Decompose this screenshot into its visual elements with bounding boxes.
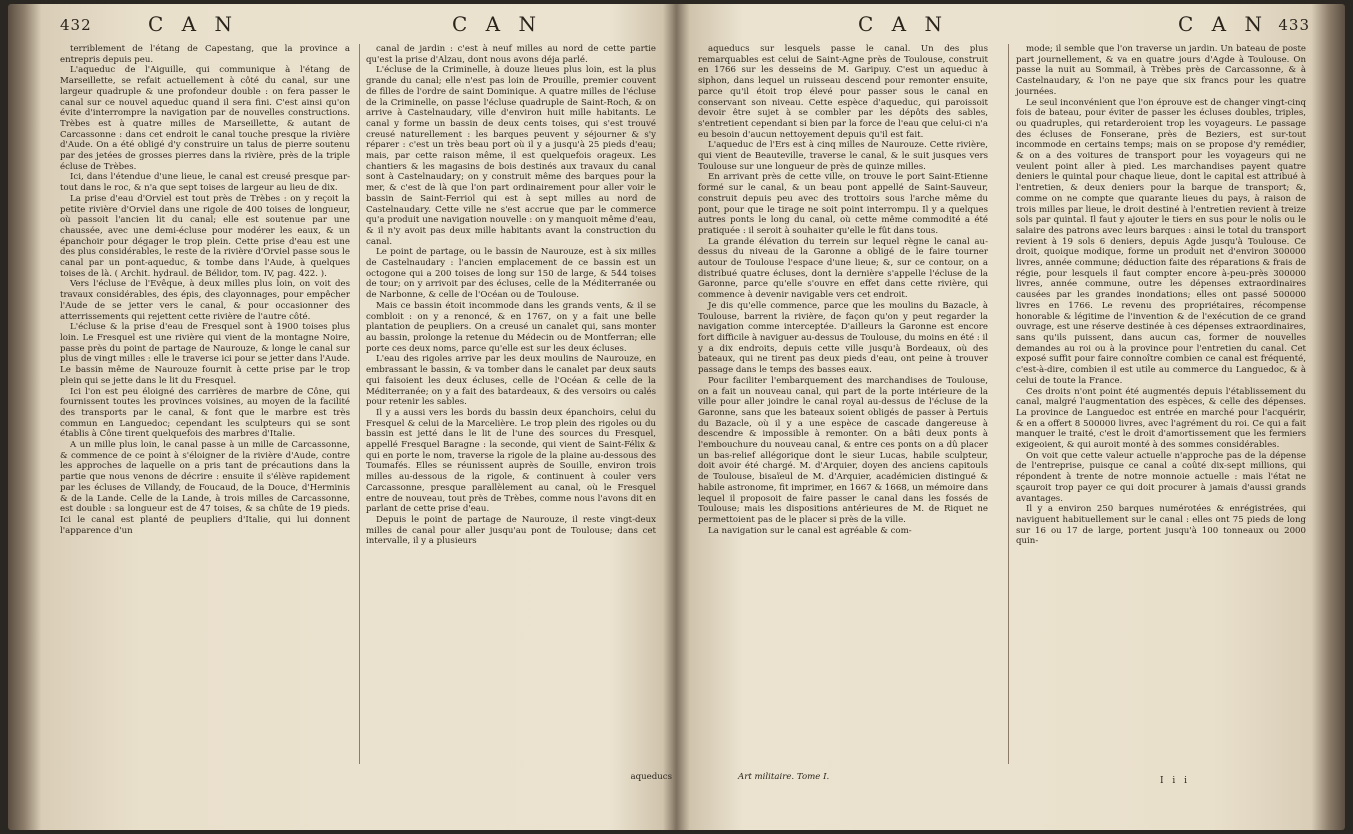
paragraph: L'écluse & la prise d'eau de Fresquel sont à 1900 toises plus loin. Le Fresquel est une rivière qui vient de la montagne Noire, passe près du point de partage de Naurouze, & longe le canal sur plus de vingt milles : elle le traverse ici pour se jetter dans l'Aude. Le bassin même de Naurouze fournit à cette prise par le trop plein qui se jette dans le lit du Fresquel. <box>60 322 350 386</box>
paragraph: La navigation sur le canal est agréable & com- <box>708 525 912 536</box>
paragraph: Ici l'on est peu éloigné des carrières de marbre de Cône, qui fournissent toutes les provinces voisines, au moyen de la facilité des transports par le canal, & font que le marbre est très commun en Languedoc; cependant les sculpteurs qui se sont établis à Cône tirent quelquefois des marbres d'Italie. <box>60 386 350 440</box>
paragraph: La prise d'eau d'Orviel est tout près de Trèbes : on y reçoit la petite rivière d'Orviel dans une rigole de 400 toises de longueur, où passoit l'ancien lit du canal; elle est soutenue par une chaussée, avec une demi-écluse pour modérer les eaux, & un épanchoir pour dégager le trop plein. Cette prise d'eau est une des plus considérables, le reste de la rivière d'Orviel passe sous le canal par un pont-aqueduc, & tombe dans l'Aude, à quelques toises de là. ( Archit. hydraul. de Bélidor, tom. IV, pag. 422. ). <box>60 193 350 279</box>
running-head: C A N <box>452 12 542 36</box>
column-divider <box>1008 44 1009 764</box>
paragraph: Depuis le point de partage de Naurouze, il reste vingt-deux milles de canal pour aller jusqu'au pont de Toulouse; dans cet intervalle, il y a plusieurs <box>366 514 656 547</box>
paragraph: En arrivant près de cette ville, on trouve le port Saint-Etienne formé sur le canal, & un beau pont appellé de Saint-Sauveur, construit depuis peu avec des trottoirs sous l'arche même du pont, pour que le tirage ne soit point interrompu. Il y a quelques autres ponts le long du canal, où cette même commodité a été pratiquée : il seroit à souhaiter qu'elle le fût dans tous. <box>698 172 988 236</box>
paragraph: Le seul inconvénient que l'on éprouve est de changer vingt-cinq fois de bateau, pour éviter de passer les écluses doubles, triples, ou quadruples, qui retarderoient trop les voyageurs. Le passage des écluses de Fonserane, près de Beziers, est sur-tout incommode en certains temps; mais on se propose d'y remédier, & on a des voitures de transport pour les voyageurs qui ne veulent point aller à pied. Les marchandises payent quatre deniers le quintal pour chaque lieue, dont le capital est attribué à l'entretien, & deux deniers pour la barque de transport; &, comme on ne compte que quarante lieues du pays, à raison de trois milles par lieue, le droit destiné à l'entretien revient à treize sols par quintal. Il faut y ajouter le tiers en sus pour le nolis ou le salaire des patrons avec leurs barques : ainsi le total du transport revient à 19 sols 6 deniers, depuis Agde jusqu'à Toulouse. Ce droit, quoique modique, forme un produit net d'environ 300000 livres, année commune; déduction faite des réparations & frais de régie, pour lesquels il faut compter encore à-peu-près 300000 livres, année commune, outre les dépenses extraordinaires causées par les grandes inondations; elles ont passé 500000 livres en 1766. Le revenu des propriétaires, récompense honorable & légitime de l'invention & de l'exécution de ce grand ouvrage, est une réserve destinée à ces dépenses extraordinaires, sans qu'ils puissent, dans aucun cas, former de nouvelles demandes au roi ou à la province pour l'entretien du canal. Cet exposé suffit pour faire connoître combien ce canal est fréquenté, c'est-à-dire, combien il est utile au commerce du Languedoc, & à celui de toute la France. <box>1016 97 1306 386</box>
paragraph: terriblement de l'étang de Capestang, que la province a entrepris depuis peu. <box>60 44 350 65</box>
paragraph: Il y a aussi vers les bords du bassin deux épanchoirs, celui du Fresquel & celui de la Marcelière. Le trop plein des rigoles ou du bassin est jetté dans le lit de l'une des sources du Fresquel, appellé Fresquel Baragne : la seconde, qui vient de Saint-Félix & qui en porte le nom, traverse la rigole de la plaine au-dessous des Toumafés. Elles se réunissent auprès de Souille, environ trois milles au-dessous de la rigole, & continuent à couler vers Carcassonne, presque parallèlement au canal, où le Fresquel entre de nouveau, tout près de Trèbes, comme nous l'avons dit en parlant de cette prise d'eau. <box>366 407 656 515</box>
paragraph: La grande élévation du terrein sur lequel règne le canal au-dessus du niveau de la Garonne a obligé de le faire tourner autour de Toulouse l'espace d'une lieue; &, sur ce contour, on a distribué quatre écluses, dont la dernière s'appelle l'écluse de la Garonne, parce qu'elle s'ouvre en effet dans cette rivière, qui commence à devenir navigable vers cet endroit. <box>698 236 988 301</box>
paragraph: On voit que cette valeur actuelle n'approche pas de la dépense de l'entreprise, puisque ce canal a coûté dix-sept millions, qui répondent à trente de notre monnoie actuelle : mais l'état ne sçauroit trop payer ce qui doit procurer à jamais d'aussi grands avantages. <box>1016 450 1306 504</box>
page-number: 432 <box>60 16 92 34</box>
paragraph: Vers l'écluse de l'Evêque, à deux milles plus loin, on voit des travaux considérables, des épis, des clayonnages, pour empêcher l'Aude de se jetter vers le canal, & pour occasionner des atterrissements qui rejettent cette rivière de l'autre côté. <box>60 279 350 322</box>
paragraph: Ces droits n'ont point été augmentés depuis l'établissement du canal, malgré l'augmentation des espèces, & celle des dépenses. La province de Languedoc est entrée en marché pour l'acquérir, & en a offert 8 500000 livres, avec l'agrément du roi. Ce qui a fait manquer le traité, c'est le droit d'amortissement que les fermiers exigeoient, & qui auroit monté à des sommes considérables. <box>1016 386 1306 451</box>
paragraph: Mais ce bassin étoit incommode dans les grands vents, & il se combloit : on y a renoncé, & en 1767, on y a fait une belle plantation de peupliers. On a creusé un canalet qui, sans monter au bassin, prolonge la retenue du Médecin ou de Montferran; elle porte ces deux noms, parce qu'elle est sur les deux écluses. <box>366 300 656 354</box>
paragraph: L'aqueduc de l'Ers est à cinq milles de Naurouze. Cette rivière, qui vient de Beauteville, traverse le canal, & le suit jusques vers Toulouse sur une longueur de près de quinze milles. <box>698 140 988 172</box>
paragraph: L'eau des rigoles arrive par les deux moulins de Naurouze, en embrassant le bassin, & va tomber dans le canalet par deux sauts qui faisoient les deux écluses, celle de l'Océan & celle de la Méditerranée; on y a fait des batardeaux, & des versoirs ou calés pour retenir les sables. <box>366 354 656 408</box>
paragraph: Il y a environ 250 barques numérotées & enrégistrées, qui naviguent habituellement sur le canal : elles ont 75 pieds de long sur 16 ou 17 de large, portent jusqu'à 100 tonneaux ou 2000 quin- <box>1016 504 1306 547</box>
paragraph: A un mille plus loin, le canal passe à un mille de Carcassonne, & commence de ce point à s'éloigner de la rivière d'Aude, contre les approches de laquelle on a pris tant de précautions dans la partie que nous venons de décrire : ensuite il s'élève rapidement par les écluses de Villandy, de Foucaud, de la Douce, d'Herminis & de la Lande. Celle de la Lande, à trois milles de Carcassonne, est double : sa longueur est de 47 toises, & sa chûte de 19 pieds. Ici le canal est planté de peupliers d'Italie, qui lui donnent l'apparence d'un <box>60 440 350 536</box>
paragraph: canal de jardin : c'est à neuf milles au nord de cette partie qu'est la prise d'Alzau, dont nous avons déja parlé. <box>366 44 656 65</box>
paragraph: Je dis qu'elle commence, parce que les moulins du Bazacle, à Toulouse, barrent la rivière, de façon qu'on y peut regarder la navigation comme interceptée. D'ailleurs la Garonne est encore fort difficile à naviguer au-dessus de Toulouse, du moins en été : il y a dix endroits, depuis cette ville jusqu'à Bordeaux, où des bateaux, qui ne tirent pas deux pieds d'eau, ont peine à trouver passage dans le temps des basses eaux. <box>698 300 988 376</box>
running-head: C A N <box>858 12 948 36</box>
left-page-header <box>60 12 672 34</box>
paragraph: mode; il semble que l'on traverse un jardin. Un bateau de poste part journellement, & va en quatre jours d'Agde à Toulouse. On passe la nuit au Sommail, à Trèbes près de Carcassonne, & à Castelnaudary, & l'on ne paye que six francs pour les quatre journées. <box>1016 44 1306 97</box>
signature-mark: I i i <box>1159 776 1190 786</box>
paragraph: Ici, dans l'étendue d'une lieue, le canal est creusé presque par-tout dans le roc, & n'a que sept toises de largeur au lieu de dix. <box>60 172 350 194</box>
text-column-left <box>60 44 350 536</box>
catchword: aqueducs <box>630 772 672 782</box>
book-spread <box>8 4 1345 830</box>
paragraph: L'écluse de la Criminelle, à douze lieues plus loin, est la plus grande du canal; elle n'est pas loin de Prouille, premier couvent de filles de l'ordre de saint Dominique. A quatre milles de l'écluse de la Criminelle, on passe l'écluse quadruple de Saint-Roch, & on arrive à Castelnaudary, ville d'environ huit mille habitants. Le canal y forme un bassin de deux cents toises, qui s'est trouvé creusé naturellement : les barques peuvent y séjourner & s'y réparer : c'est un très beau port où il y a jusqu'à 25 pieds d'eau; mais, par cette raison même, il est quelquefois orageux. Les chantiers & les magasins de bois destinés aux travaux du canal sont à Castelnaudary; on y construit même des barques pour la mer, & c'est de là que l'on part ordinairement pour aller voir le bassin de Saint-Ferriol qui est à sept milles au nord de Castelnaudary. Cette ville ne s'est accrue que par le commerce qu'a produit une navigation nouvelle : on y manquoit même d'eau, & il n'y avoit pas deux mille habitants avant la construction du canal. <box>366 65 656 247</box>
paragraph: Le point de partage, ou le bassin de Naurouze, est à six milles de Castelnaudary : l'ancien emplacement de ce bassin est un octogone qui a 200 toises de long sur 150 de large, & 544 toises de tour; on y arrivoit par des écluses, celle de la Méditerranée ou de Narbonne, & celle de l'Océan ou de Toulouse. <box>366 247 656 301</box>
paragraph: aqueducs sur lesquels passe le canal. Un des plus remarquables est celui de Saint-Agne près de Toulouse, construit en 1766 sur les desseins de M. Garipuy. C'est un aqueduc à siphon, dans lequel un ruisseau descend pour remonter ensuite, parce qu'il étoit trop élevé pour passer sous le canal en conservant son niveau. Cette espèce d'aqueduc, qui paroissoit devoir être sujet à se combler par les dépôts des sables, s'entretient cependant si bien par la force de l'eau que celui-ci n'a eu besoin d'aucun nettoyement depuis qu'il est fait. <box>698 44 988 140</box>
paragraph: L'aqueduc de l'Aiguille, qui communique à l'étang de Marseillette, se refait actuellement à côté du canal, sur une largeur quadruple & une profondeur double : on fera passer le canal sur ce nouvel aqueduc quand il sera fini. C'est ainsi qu'on évite d'interrompre la navigation par de nouvelles constructions. Trèbes est à quatre milles de Marseillette, & autant de Carcassonne : dans cet endroit le canal touche presque la rivière d'Aude. On a été obligé d'y construire un talus de pierre soutenu par des jetées de grosses pierres dans la rivière, près de la triple écluse de Trèbes. <box>60 65 350 172</box>
column-divider <box>359 44 360 764</box>
paragraph: Pour faciliter l'embarquement des marchandises de Toulouse, on a fait un nouveau canal, qui part de la porte intérieure de la ville pour aller joindre le canal royal au-dessus de l'écluse de la Garonne, sans que les bateaux soient obligés de passer à Pertuis du Bazacle, où il y a une espèce de cascade dangereuse à descendre & impossible à remonter. On a bâti deux ponts à l'embouchure du nouveau canal, & entre ces ponts on a dû placer un bas-relief allégorique dont le sieur Lucas, habile sculpteur, doit avoir été chargé. M. d'Arquier, doyen des anciens capitouls de Toulouse, bisaïeul de M. d'Arquier, académicien distingué & habile astronome, fit imprimer, en 1667 & 1668, un mémoire dans lequel il proposoit de faire passer le canal dans les fossés de Toulouse; mais les dispositions antérieures de M. de Riquet ne permettoient pas de le placer si près de la ville. <box>698 375 988 525</box>
page-number: 433 <box>1278 16 1310 34</box>
volume-footer: Art militaire. Tome I. <box>738 772 830 782</box>
text-column-left <box>698 44 988 536</box>
right-page-header <box>698 12 1310 34</box>
text-column-right <box>366 44 656 547</box>
text-column-right <box>1016 44 1306 547</box>
running-head: C A N <box>148 12 238 36</box>
running-head: C A N <box>1178 12 1268 36</box>
